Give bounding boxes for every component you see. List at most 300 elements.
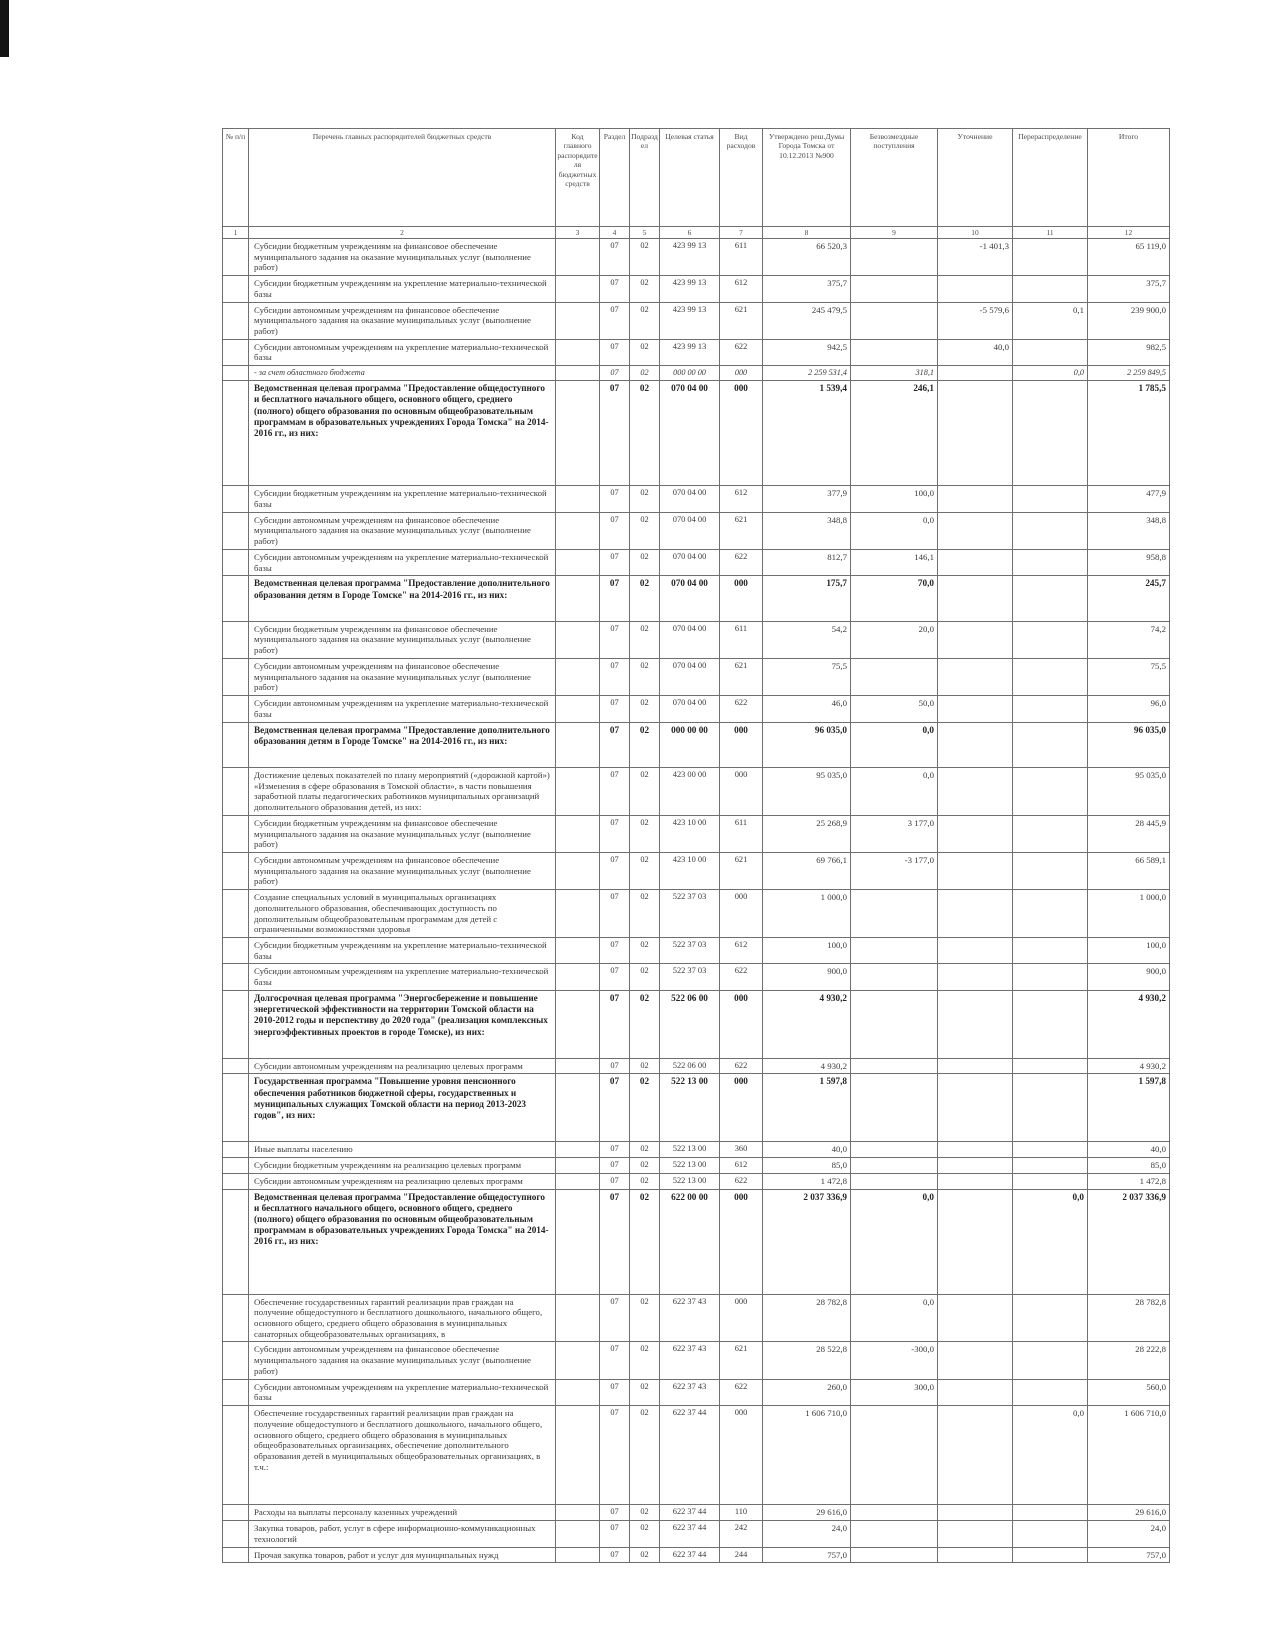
kod-cell <box>556 512 600 549</box>
itogo-cell: 85,0 <box>1088 1158 1170 1174</box>
utochnenie-cell <box>938 1142 1013 1158</box>
celevaya-statya-cell: 622 37 44 <box>660 1547 720 1563</box>
row-num-cell <box>223 1074 249 1142</box>
vid-rashodov-cell: 000 <box>720 722 763 767</box>
table-row <box>223 366 1170 381</box>
utverzhdeno-cell: 175,7 <box>763 576 851 621</box>
bezvozmezdnye-cell <box>851 276 938 302</box>
row-name-cell: Субсидии автономным учреждениям на финансовое обеспечение муниципального задания на оказание муниципальных услуг (выполнение работ) <box>249 512 556 549</box>
col-header-utochnenie: Уточнение <box>938 129 1013 227</box>
bezvozmezdnye-cell <box>851 1173 938 1189</box>
utochnenie-cell <box>938 621 1013 658</box>
podrazdel-cell: 02 <box>630 1505 660 1521</box>
table-row <box>223 1173 1170 1189</box>
row-name-cell: Закупка товаров, работ, услуг в сфере информационно-коммуникационных технологий <box>249 1521 556 1547</box>
bezvozmezdnye-cell <box>851 1505 938 1521</box>
vid-rashodov-cell: 000 <box>720 381 763 486</box>
utverzhdeno-cell: 29 616,0 <box>763 1505 851 1521</box>
celevaya-statya-cell: 423 99 13 <box>660 276 720 302</box>
razdel-cell: 07 <box>600 302 630 339</box>
row-name-cell: Субсидии автономным учреждениям на укрепление материально-технической базы <box>249 696 556 722</box>
vid-rashodov-cell: 612 <box>720 276 763 302</box>
row-num-cell <box>223 486 249 512</box>
budget-table <box>222 128 1170 1563</box>
razdel-cell: 07 <box>600 239 630 276</box>
row-name-cell: Обеспечение государственных гарантий реализации прав граждан на получение общедоступного и бесплатного дошкольного, начального общего, основного общего, среднего общего образования в муниципальных санаторных общеобразовательных организациях, в <box>249 1294 556 1342</box>
celevaya-statya-cell: 522 06 00 <box>660 990 720 1058</box>
podrazdel-cell: 02 <box>630 239 660 276</box>
celevaya-statya-cell: 522 37 03 <box>660 890 720 938</box>
podrazdel-cell: 02 <box>630 696 660 722</box>
itogo-cell: 1 000,0 <box>1088 890 1170 938</box>
col-number: 4 <box>600 227 630 239</box>
pereraspredelenie-cell <box>1013 576 1088 621</box>
pereraspredelenie-cell <box>1013 1379 1088 1405</box>
celevaya-statya-cell: 423 99 13 <box>660 302 720 339</box>
itogo-cell: 958,8 <box>1088 549 1170 575</box>
celevaya-statya-cell: 622 37 44 <box>660 1521 720 1547</box>
vid-rashodov-cell: 000 <box>720 890 763 938</box>
kod-cell <box>556 1158 600 1174</box>
vid-rashodov-cell: 622 <box>720 696 763 722</box>
pereraspredelenie-cell <box>1013 512 1088 549</box>
itogo-cell: 2 259 849,5 <box>1088 366 1170 381</box>
bezvozmezdnye-cell <box>851 1058 938 1074</box>
celevaya-statya-cell: 522 06 00 <box>660 1058 720 1074</box>
vid-rashodov-cell: 611 <box>720 621 763 658</box>
kod-cell <box>556 1379 600 1405</box>
pereraspredelenie-cell <box>1013 890 1088 938</box>
celevaya-statya-cell: 423 10 00 <box>660 815 720 852</box>
bezvozmezdnye-cell <box>851 302 938 339</box>
col-header-razdel: Раздел <box>600 129 630 227</box>
vid-rashodov-cell: 611 <box>720 815 763 852</box>
vid-rashodov-cell: 110 <box>720 1505 763 1521</box>
itogo-cell: 100,0 <box>1088 938 1170 964</box>
utochnenie-cell <box>938 890 1013 938</box>
utochnenie-cell <box>938 549 1013 575</box>
podrazdel-cell: 02 <box>630 486 660 512</box>
table-row <box>223 852 1170 889</box>
row-num-cell <box>223 1173 249 1189</box>
razdel-cell: 07 <box>600 1173 630 1189</box>
bezvozmezdnye-cell <box>851 890 938 938</box>
table-row <box>223 696 1170 722</box>
bezvozmezdnye-cell: 70,0 <box>851 576 938 621</box>
bezvozmezdnye-cell: 146,1 <box>851 549 938 575</box>
utochnenie-cell <box>938 366 1013 381</box>
razdel-cell: 07 <box>600 549 630 575</box>
row-num-cell <box>223 1189 249 1294</box>
col-number: 9 <box>851 227 938 239</box>
razdel-cell: 07 <box>600 1406 630 1505</box>
row-name-cell: Субсидии бюджетным учреждениям на реализацию целевых программ <box>249 1158 556 1174</box>
col-header-name: Перечень главных распорядителей бюджетных средств <box>249 129 556 227</box>
podrazdel-cell: 02 <box>630 722 660 767</box>
col-number: 1 <box>223 227 249 239</box>
vid-rashodov-cell: 000 <box>720 1406 763 1505</box>
utverzhdeno-cell: 2 259 531,4 <box>763 366 851 381</box>
vid-rashodov-cell: 612 <box>720 938 763 964</box>
table-row <box>223 276 1170 302</box>
kod-cell <box>556 302 600 339</box>
row-name-cell: Долгосрочная целевая программа "Энергосбережение и повышение энергетической эффективности на территории Томской области на 2010-2012 годы и перспективу до 2020 года" (реализация комплексных энергоэффективных проектов в городе Томске), из них: <box>249 990 556 1058</box>
row-num-cell <box>223 1294 249 1342</box>
row-num-cell <box>223 1505 249 1521</box>
vid-rashodov-cell: 621 <box>720 658 763 695</box>
row-num-cell <box>223 239 249 276</box>
row-num-cell <box>223 576 249 621</box>
col-number: 12 <box>1088 227 1170 239</box>
celevaya-statya-cell: 522 37 03 <box>660 964 720 990</box>
row-num-cell <box>223 938 249 964</box>
col-header-kod: Код главного распорядителя бюджетных средств <box>556 129 600 227</box>
pereraspredelenie-cell: 0,0 <box>1013 1189 1088 1294</box>
utochnenie-cell <box>938 1505 1013 1521</box>
podrazdel-cell: 02 <box>630 1547 660 1563</box>
table-row <box>223 1406 1170 1505</box>
row-num-cell <box>223 964 249 990</box>
utochnenie-cell: 40,0 <box>938 339 1013 365</box>
utverzhdeno-cell: 2 037 336,9 <box>763 1189 851 1294</box>
pereraspredelenie-cell <box>1013 696 1088 722</box>
utochnenie-cell <box>938 1074 1013 1142</box>
itogo-cell: 4 930,2 <box>1088 990 1170 1058</box>
utochnenie-cell <box>938 1521 1013 1547</box>
kod-cell <box>556 1294 600 1342</box>
utverzhdeno-cell: 942,5 <box>763 339 851 365</box>
row-num-cell <box>223 696 249 722</box>
pereraspredelenie-cell: 0,1 <box>1013 302 1088 339</box>
utverzhdeno-cell: 1 000,0 <box>763 890 851 938</box>
podrazdel-cell: 02 <box>630 1074 660 1142</box>
row-name-cell: Субсидии автономным учреждениям на финансовое обеспечение муниципального задания на оказание муниципальных услуг (выполнение работ) <box>249 852 556 889</box>
razdel-cell: 07 <box>600 722 630 767</box>
itogo-cell: 24,0 <box>1088 1521 1170 1547</box>
pereraspredelenie-cell: 0,0 <box>1013 366 1088 381</box>
utverzhdeno-cell: 245 479,5 <box>763 302 851 339</box>
bezvozmezdnye-cell <box>851 239 938 276</box>
utverzhdeno-cell: 25 268,9 <box>763 815 851 852</box>
col-header-celevaya: Целевая статья <box>660 129 720 227</box>
bezvozmezdnye-cell <box>851 1142 938 1158</box>
vid-rashodov-cell: 611 <box>720 239 763 276</box>
podrazdel-cell: 02 <box>630 890 660 938</box>
pereraspredelenie-cell <box>1013 1521 1088 1547</box>
vid-rashodov-cell: 622 <box>720 1173 763 1189</box>
col-number: 8 <box>763 227 851 239</box>
table-row <box>223 1074 1170 1142</box>
kod-cell <box>556 576 600 621</box>
row-name-cell: Прочая закупка товаров, работ и услуг для муниципальных нужд <box>249 1547 556 1563</box>
vid-rashodov-cell: 612 <box>720 1158 763 1174</box>
utverzhdeno-cell: 28 782,8 <box>763 1294 851 1342</box>
col-number: 6 <box>660 227 720 239</box>
utochnenie-cell <box>938 576 1013 621</box>
itogo-cell: 1 785,5 <box>1088 381 1170 486</box>
bezvozmezdnye-cell: 0,0 <box>851 767 938 815</box>
itogo-cell: 477,9 <box>1088 486 1170 512</box>
celevaya-statya-cell: 522 13 00 <box>660 1173 720 1189</box>
celevaya-statya-cell: 070 04 00 <box>660 621 720 658</box>
razdel-cell: 07 <box>600 767 630 815</box>
row-num-cell <box>223 621 249 658</box>
row-name-cell: Субсидии автономным учреждениям на финансовое обеспечение муниципального задания на оказание муниципальных услуг (выполнение работ) <box>249 302 556 339</box>
table-row <box>223 815 1170 852</box>
utverzhdeno-cell: 46,0 <box>763 696 851 722</box>
bezvozmezdnye-cell <box>851 1074 938 1142</box>
podrazdel-cell: 02 <box>630 339 660 365</box>
table-row <box>223 722 1170 767</box>
celevaya-statya-cell: 000 00 00 <box>660 366 720 381</box>
row-num-cell <box>223 1158 249 1174</box>
podrazdel-cell: 02 <box>630 852 660 889</box>
table-row <box>223 381 1170 486</box>
razdel-cell: 07 <box>600 512 630 549</box>
row-num-cell <box>223 852 249 889</box>
bezvozmezdnye-cell: -3 177,0 <box>851 852 938 889</box>
utochnenie-cell <box>938 1342 1013 1379</box>
table-row <box>223 1521 1170 1547</box>
celevaya-statya-cell: 622 37 43 <box>660 1294 720 1342</box>
utverzhdeno-cell: 69 766,1 <box>763 852 851 889</box>
row-num-cell <box>223 381 249 486</box>
itogo-cell: 1 606 710,0 <box>1088 1406 1170 1505</box>
bezvozmezdnye-cell <box>851 339 938 365</box>
row-name-cell: Создание специальных условий в муниципальных организациях дополнительного образования, обеспечивающих доступность по дополнительным общеобразовательным программам для детей с ограниченными возможностями здоровья <box>249 890 556 938</box>
table-row <box>223 990 1170 1058</box>
itogo-cell: 95 035,0 <box>1088 767 1170 815</box>
utochnenie-cell <box>938 722 1013 767</box>
table-row <box>223 938 1170 964</box>
podrazdel-cell: 02 <box>630 938 660 964</box>
utverzhdeno-cell: 85,0 <box>763 1158 851 1174</box>
row-name-cell: Расходы на выплаты персоналу казенных учреждений <box>249 1505 556 1521</box>
podrazdel-cell: 02 <box>630 964 660 990</box>
celevaya-statya-cell: 423 99 13 <box>660 339 720 365</box>
pereraspredelenie-cell <box>1013 621 1088 658</box>
row-num-cell <box>223 1547 249 1563</box>
utverzhdeno-cell: 348,8 <box>763 512 851 549</box>
table-row <box>223 302 1170 339</box>
razdel-cell: 07 <box>600 852 630 889</box>
table-row <box>223 1158 1170 1174</box>
row-num-cell <box>223 339 249 365</box>
podrazdel-cell: 02 <box>630 815 660 852</box>
row-num-cell <box>223 276 249 302</box>
utochnenie-cell: -5 579,6 <box>938 302 1013 339</box>
celevaya-statya-cell: 070 04 00 <box>660 381 720 486</box>
row-name-cell: Государственная программа "Повышение уровня пенсионного обеспечения работников бюджетной сферы, государственных и муниципальных служащих Томской области на период 2013-2023 годов", из них: <box>249 1074 556 1142</box>
table-row <box>223 339 1170 365</box>
razdel-cell: 07 <box>600 1158 630 1174</box>
row-num-cell <box>223 1058 249 1074</box>
budget-table-body <box>223 239 1170 1563</box>
celevaya-statya-cell: 522 13 00 <box>660 1158 720 1174</box>
row-name-cell: Субсидии автономным учреждениям на финансовое обеспечение муниципального задания на оказание муниципальных услуг (выполнение работ) <box>249 658 556 695</box>
utverzhdeno-cell: 28 522,8 <box>763 1342 851 1379</box>
pereraspredelenie-cell <box>1013 990 1088 1058</box>
razdel-cell: 07 <box>600 1547 630 1563</box>
itogo-cell: 65 119,0 <box>1088 239 1170 276</box>
col-number: 11 <box>1013 227 1088 239</box>
podrazdel-cell: 02 <box>630 576 660 621</box>
pereraspredelenie-cell <box>1013 938 1088 964</box>
row-name-cell: Субсидии автономным учреждениям на укрепление материально-технической базы <box>249 339 556 365</box>
utochnenie-cell <box>938 1294 1013 1342</box>
row-name-cell: Субсидии бюджетным учреждениям на финансовое обеспечение муниципального задания на оказание муниципальных услуг (выполнение работ) <box>249 815 556 852</box>
pereraspredelenie-cell <box>1013 658 1088 695</box>
vid-rashodov-cell: 621 <box>720 1342 763 1379</box>
bezvozmezdnye-cell <box>851 964 938 990</box>
celevaya-statya-cell: 070 04 00 <box>660 486 720 512</box>
vid-rashodov-cell: 622 <box>720 1058 763 1074</box>
pereraspredelenie-cell <box>1013 549 1088 575</box>
celevaya-statya-cell: 423 00 00 <box>660 767 720 815</box>
kod-cell <box>556 381 600 486</box>
vid-rashodov-cell: 622 <box>720 549 763 575</box>
bezvozmezdnye-cell: 0,0 <box>851 1294 938 1342</box>
pereraspredelenie-cell <box>1013 722 1088 767</box>
celevaya-statya-cell: 522 13 00 <box>660 1074 720 1142</box>
row-num-cell <box>223 1406 249 1505</box>
row-name-cell: Субсидии автономным учреждениям на укрепление материально-технической базы <box>249 964 556 990</box>
row-num-cell <box>223 366 249 381</box>
kod-cell <box>556 990 600 1058</box>
bezvozmezdnye-cell: 20,0 <box>851 621 938 658</box>
kod-cell <box>556 658 600 695</box>
utverzhdeno-cell: 95 035,0 <box>763 767 851 815</box>
table-row <box>223 549 1170 575</box>
kod-cell <box>556 486 600 512</box>
razdel-cell: 07 <box>600 1342 630 1379</box>
kod-cell <box>556 1406 600 1505</box>
kod-cell <box>556 1505 600 1521</box>
kod-cell <box>556 964 600 990</box>
bezvozmezdnye-cell: 246,1 <box>851 381 938 486</box>
celevaya-statya-cell: 522 37 03 <box>660 938 720 964</box>
bezvozmezdnye-cell <box>851 1521 938 1547</box>
bezvozmezdnye-cell <box>851 1158 938 1174</box>
bezvozmezdnye-cell: 300,0 <box>851 1379 938 1405</box>
row-name-cell: Ведомственная целевая программа "Предоставление общедоступного и бесплатного начального общего, основного общего, среднего (полного) общего образования по основным общеобразовательным программам в образовательных учреждениях Города Томска" на 2014-2016 гг., из них: <box>249 1189 556 1294</box>
itogo-cell: 239 900,0 <box>1088 302 1170 339</box>
kod-cell <box>556 621 600 658</box>
kod-cell <box>556 239 600 276</box>
pereraspredelenie-cell <box>1013 1342 1088 1379</box>
table-row <box>223 486 1170 512</box>
row-name-cell: Иные выплаты населению <box>249 1142 556 1158</box>
podrazdel-cell: 02 <box>630 1173 660 1189</box>
kod-cell <box>556 938 600 964</box>
bezvozmezdnye-cell: 100,0 <box>851 486 938 512</box>
kod-cell <box>556 1342 600 1379</box>
row-name-cell: Субсидии бюджетным учреждениям на укрепление материально-технической базы <box>249 276 556 302</box>
utverzhdeno-cell: 100,0 <box>763 938 851 964</box>
itogo-cell: 1 472,8 <box>1088 1173 1170 1189</box>
podrazdel-cell: 02 <box>630 621 660 658</box>
razdel-cell: 07 <box>600 339 630 365</box>
itogo-cell: 28 222,8 <box>1088 1342 1170 1379</box>
table-row <box>223 576 1170 621</box>
celevaya-statya-cell: 070 04 00 <box>660 658 720 695</box>
row-name-cell: Субсидии автономным учреждениям на укрепление материально-технической базы <box>249 1379 556 1405</box>
bezvozmezdnye-cell <box>851 990 938 1058</box>
row-num-cell <box>223 1142 249 1158</box>
row-num-cell <box>223 302 249 339</box>
itogo-cell: 348,8 <box>1088 512 1170 549</box>
razdel-cell: 07 <box>600 696 630 722</box>
itogo-cell: 2 037 336,9 <box>1088 1189 1170 1294</box>
pereraspredelenie-cell <box>1013 1158 1088 1174</box>
row-name-cell: Ведомственная целевая программа "Предоставление дополнительного образования детям в Городе Томске" на 2014-2016 гг., из них: <box>249 722 556 767</box>
itogo-cell: 75,5 <box>1088 658 1170 695</box>
razdel-cell: 07 <box>600 1521 630 1547</box>
itogo-cell: 96,0 <box>1088 696 1170 722</box>
bezvozmezdnye-cell <box>851 938 938 964</box>
utochnenie-cell <box>938 512 1013 549</box>
razdel-cell: 07 <box>600 1505 630 1521</box>
utochnenie-cell <box>938 815 1013 852</box>
bezvozmezdnye-cell: 318,1 <box>851 366 938 381</box>
itogo-cell: 66 589,1 <box>1088 852 1170 889</box>
row-num-cell <box>223 722 249 767</box>
table-row <box>223 1058 1170 1074</box>
utochnenie-cell <box>938 852 1013 889</box>
podrazdel-cell: 02 <box>630 1294 660 1342</box>
row-name-cell: - за счет областного бюджета <box>249 366 556 381</box>
podrazdel-cell: 02 <box>630 1521 660 1547</box>
utochnenie-cell <box>938 1189 1013 1294</box>
utochnenie-cell <box>938 1379 1013 1405</box>
row-name-cell: Субсидии автономным учреждениям на реализацию целевых программ <box>249 1058 556 1074</box>
kod-cell <box>556 767 600 815</box>
kod-cell <box>556 1173 600 1189</box>
podrazdel-cell: 02 <box>630 276 660 302</box>
utverzhdeno-cell: 66 520,3 <box>763 239 851 276</box>
itogo-cell: 982,5 <box>1088 339 1170 365</box>
table-row <box>223 767 1170 815</box>
pereraspredelenie-cell <box>1013 1074 1088 1142</box>
razdel-cell: 07 <box>600 276 630 302</box>
vid-rashodov-cell: 000 <box>720 1189 763 1294</box>
celevaya-statya-cell: 070 04 00 <box>660 512 720 549</box>
utochnenie-cell <box>938 1158 1013 1174</box>
razdel-cell: 07 <box>600 658 630 695</box>
row-name-cell: Ведомственная целевая программа "Предоставление дополнительного образования детям в Городе Томске" на 2014-2016 гг., из них: <box>249 576 556 621</box>
pereraspredelenie-cell <box>1013 1142 1088 1158</box>
celevaya-statya-cell: 522 13 00 <box>660 1142 720 1158</box>
itogo-cell: 96 035,0 <box>1088 722 1170 767</box>
bezvozmezdnye-cell: 3 177,0 <box>851 815 938 852</box>
row-num-cell <box>223 1342 249 1379</box>
vid-rashodov-cell: 000 <box>720 366 763 381</box>
itogo-cell: 74,2 <box>1088 621 1170 658</box>
razdel-cell: 07 <box>600 990 630 1058</box>
pereraspredelenie-cell <box>1013 239 1088 276</box>
kod-cell <box>556 1058 600 1074</box>
table-row <box>223 1294 1170 1342</box>
utverzhdeno-cell: 1 597,8 <box>763 1074 851 1142</box>
razdel-cell: 07 <box>600 381 630 486</box>
vid-rashodov-cell: 360 <box>720 1142 763 1158</box>
bezvozmezdnye-cell: 0,0 <box>851 512 938 549</box>
kod-cell <box>556 696 600 722</box>
razdel-cell: 07 <box>600 366 630 381</box>
pereraspredelenie-cell <box>1013 486 1088 512</box>
utochnenie-cell <box>938 1173 1013 1189</box>
bezvozmezdnye-cell <box>851 1406 938 1505</box>
